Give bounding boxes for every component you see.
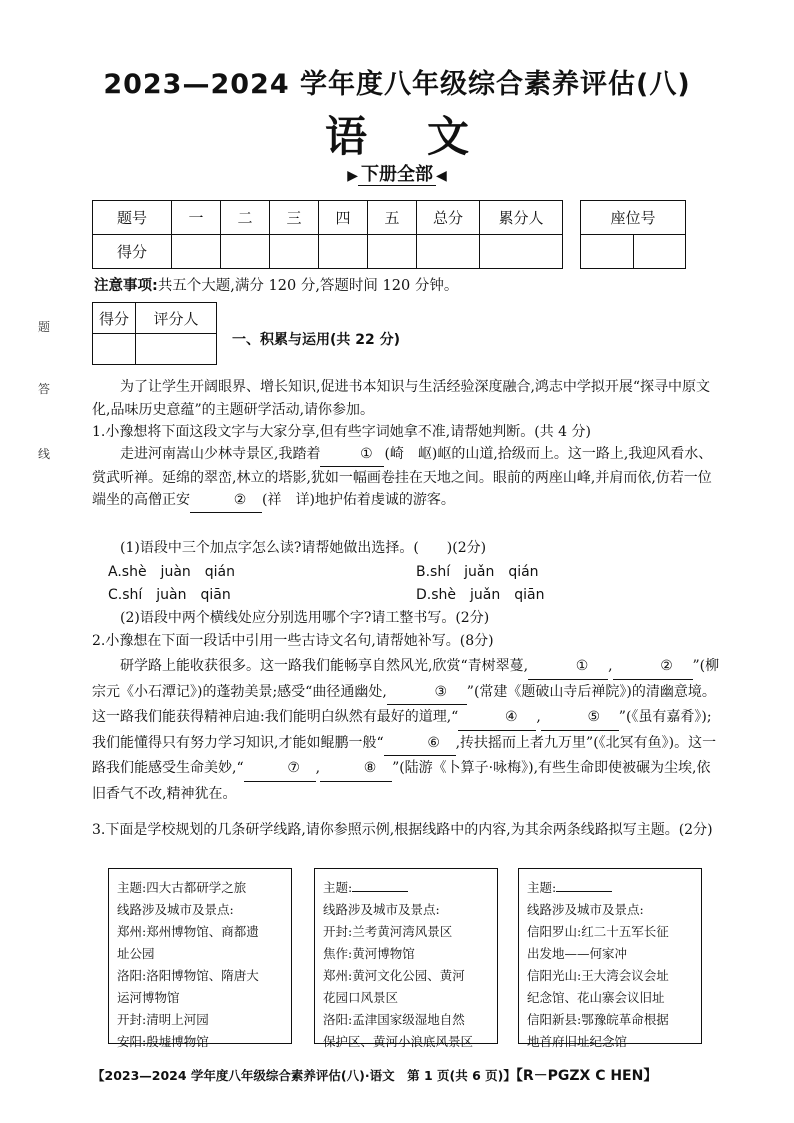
route-theme: 主题:四大古都研学之旅 xyxy=(117,880,247,895)
table-header-cell: 累分人 xyxy=(480,201,563,235)
q1-passage xyxy=(92,443,724,513)
route-line: 信阳罗山:红二十五军长征 xyxy=(527,924,669,939)
table-header-cell: 四 xyxy=(319,201,368,235)
route-line: 郑州:郑州博物馆、商都遗 xyxy=(117,924,259,939)
blank-q2-1[interactable]: ① xyxy=(528,654,608,680)
route-theme: 主题: xyxy=(527,877,693,899)
section-intro: 为了让学生开阔眼界、增长知识,促进书本知识与生活经验深度融合,鸿志中学拟开展“探寻中原文化,品味历史意蕴”的主题研学活动,请你参加。 xyxy=(92,379,711,418)
blank-q2-6[interactable]: ⑥ xyxy=(384,731,456,757)
triangle-left-icon: ◀ xyxy=(436,168,447,184)
score-cell[interactable] xyxy=(368,235,417,269)
table-row xyxy=(93,303,217,334)
exam-title: 2023—2024 学年度八年级综合素养评估(八) xyxy=(103,69,691,100)
score-cell[interactable] xyxy=(319,235,368,269)
route-line: 保护区、黄河小浪底风景区 xyxy=(323,1034,474,1049)
scope-text: 下册全部 xyxy=(358,164,436,186)
route-line: 出发地——何家冲 xyxy=(527,946,628,961)
route-line: 线路涉及城市及景点: xyxy=(323,902,440,917)
footer-code: 【R－PGZX C HEN】 xyxy=(515,1068,658,1084)
score-cell[interactable] xyxy=(417,235,480,269)
passage-text: ”(柳宗元《小石潭记》)的蓬勃美景;感受“曲径通幽处, xyxy=(92,658,720,700)
footer-text: 【2023—2024 学年度八年级综合素养评估(八)·语文 第 1 页(共 6 页)】 xyxy=(92,1068,516,1083)
q1-stem: 1.小豫想将下面这段文字与大家分享,但有些字词她拿不准,请帮她判断。(共 4 分) xyxy=(92,424,591,440)
section-heading: 一、积累与运用(共 22 分) xyxy=(232,332,401,348)
blank-q2-8[interactable]: ⑧ xyxy=(320,756,392,782)
table-header-cell: 一 xyxy=(172,201,221,235)
grader-table xyxy=(92,302,217,365)
passage-text: (祥 详)地护佑着虔诚的游客。 xyxy=(262,492,455,508)
option-c[interactable]: C.shí juàn qiān xyxy=(108,587,231,603)
score-table xyxy=(92,200,563,269)
route-line: 焦作:黄河博物馆 xyxy=(323,946,415,961)
passage-text: 走进河南嵩山少林寺景区,我踏着 xyxy=(120,446,321,462)
notice xyxy=(94,274,458,295)
score-cell[interactable] xyxy=(172,235,221,269)
page-footer xyxy=(92,1065,657,1085)
route-line: 信阳新县:鄂豫皖革命根据 xyxy=(527,1012,669,1027)
side-mark: 答 xyxy=(38,382,51,396)
option-a[interactable]: A.shè juàn qián xyxy=(108,564,236,580)
blank-q2-2[interactable]: ② xyxy=(613,654,693,680)
route-line: 地首府旧址纪念馆 xyxy=(527,1034,628,1049)
route-line: 信阳光山:王大湾会议会址 xyxy=(527,968,669,983)
route-line: 开封:清明上河园 xyxy=(117,1012,209,1027)
route-line: 运河博物馆 xyxy=(117,990,180,1005)
table-header-cell: 二 xyxy=(221,201,270,235)
blank-q2-7[interactable]: ⑦ xyxy=(244,756,316,782)
route-theme: 主题: xyxy=(323,877,489,899)
route-line: 开封:兰考黄河湾风景区 xyxy=(323,924,453,939)
passage-text: 研学路上能收获很多。这一路我们能畅享自然风光,欣赏“青树翠蔓, xyxy=(120,658,529,674)
table-row xyxy=(93,334,217,365)
route-line: 洛阳:洛阳博物馆、隋唐大 xyxy=(117,968,259,983)
theme-blank-3[interactable] xyxy=(556,891,612,892)
notice-label: 注意事项: xyxy=(94,278,158,294)
q2-passage: 研学路上能收获很多。这一路我们能畅享自然风光,欣赏“青树翠蔓, ① , ② ”(柳宗元《小石潭记》)的蓬勃美景;感受“曲径通幽处, ③ ”(常建《题破山寺后禅院》)的清幽意境。这一路我们能获得精神启迪:我们能明白纵然有最好的道理,“ ④ , ⑤ ”(《虽有嘉肴》);我们能懂得只有努力学习知识,才能如鲲鹏一般“ ⑥ ,抟扶摇而上者九万里”(《北冥有鱼》)。这一路我们能感受生命美妙,“ ⑦ , ⑧ ”(陆游《卜算子·咏梅》),有些生命即使被碾为尘埃,依旧香气不改,精神犹在。 xyxy=(92,654,724,806)
score-cell[interactable] xyxy=(480,235,563,269)
route-line: 址公园 xyxy=(117,946,155,961)
blank-q2-3[interactable]: ③ xyxy=(387,680,467,706)
scope-label xyxy=(0,160,794,186)
table-row-label: 得分 xyxy=(93,235,172,269)
route-line: 线路涉及城市及景点: xyxy=(117,902,234,917)
seat-label: 座位号 xyxy=(581,201,686,235)
passage-text: ”(常建《题破山寺后禅院》)的清幽意境。这一路我们能获得精神启迪:我们能明白纵然有最好的道理,“ xyxy=(92,683,716,725)
blank-q2-5[interactable]: ⑤ xyxy=(541,705,619,731)
passage-text: ,抟扶摇而上者九万里”(《北冥有鱼》)。这一路我们能感受生命美妙,“ xyxy=(92,734,717,776)
grader-label: 评分人 xyxy=(136,303,217,334)
blank-2[interactable]: ② xyxy=(190,489,262,513)
table-header-cell: 总分 xyxy=(417,201,480,235)
seat-cell[interactable] xyxy=(633,235,686,269)
route-line: 安阳:殷墟博物馆 xyxy=(117,1034,209,1049)
table-row xyxy=(93,201,563,235)
grader-score-cell[interactable] xyxy=(93,334,136,365)
q3-stem: 3.下面是学校规划的几条研学线路,请你参照示例,根据线路中的内容,为其余两条线路拟写主题。(2分) xyxy=(92,822,713,838)
table-row xyxy=(581,235,686,269)
side-mark: 题 xyxy=(38,320,51,334)
option-d[interactable]: D.shè juǎn qiān xyxy=(416,587,545,603)
table-header-cell: 三 xyxy=(270,201,319,235)
passage-text: ”(《虽有嘉肴》);我们能懂得只有努力学习知识,才能如鲲鹏一般“ xyxy=(92,709,712,751)
subject-title: 语文 xyxy=(324,112,529,161)
route-box-1 xyxy=(108,868,292,1049)
table-row xyxy=(93,235,563,269)
score-cell[interactable] xyxy=(270,235,319,269)
q1-sub1: (1)语段中三个加点字怎么读?请帮她做出选择。( )(2分) xyxy=(120,540,487,556)
grader-score-label: 得分 xyxy=(93,303,136,334)
table-header-cell: 五 xyxy=(368,201,417,235)
side-mark: 线 xyxy=(38,447,51,461)
route-line: 花园口风景区 xyxy=(323,990,399,1005)
blank-1[interactable]: ① xyxy=(320,443,384,467)
seat-cell[interactable] xyxy=(581,235,634,269)
passage-text: ”(陆游《卜算子·咏梅》),有些生命即使被碾为尘埃,依旧香气不改,精神犹在。 xyxy=(92,760,711,802)
theme-blank-2[interactable] xyxy=(352,891,408,892)
seat-table xyxy=(580,200,686,269)
route-line: 线路涉及城市及景点: xyxy=(527,902,644,917)
blank-q2-4[interactable]: ④ xyxy=(458,705,536,731)
route-box-2 xyxy=(314,868,498,1049)
route-line: 纪念馆、花山寨会议旧址 xyxy=(527,990,665,1005)
route-line: 洛阳:孟津国家级湿地自然 xyxy=(323,1012,465,1027)
q2-stem: 2.小豫想在下面一段话中引用一些古诗文名句,请帮她补写。(8分) xyxy=(92,633,494,649)
route-line: 郑州:黄河文化公园、黄河 xyxy=(323,968,465,983)
notice-text: 共五个大题,满分 120 分,答题时间 120 分钟。 xyxy=(157,278,459,294)
option-b[interactable]: B.shí juǎn qián xyxy=(416,564,539,580)
table-row xyxy=(581,201,686,235)
triangle-right-icon: ▶ xyxy=(347,168,358,184)
score-cell[interactable] xyxy=(221,235,270,269)
grader-cell[interactable] xyxy=(136,334,217,365)
route-box-3 xyxy=(518,868,702,1049)
q1-sub2: (2)语段中两个横线处应分别选用哪个字?请工整书写。(2分) xyxy=(120,610,490,626)
passage-text: (崎 岖)岖的山道,拾级而上。这一路上,我迎风看水、赏武听禅。延绵的翠峦,林立的塔影,犹如一幅画卷挂在天地之间。眼前的两座山峰,并肩而依,仿若一位端坐的高僧正安 xyxy=(92,446,713,508)
table-header-cell: 题号 xyxy=(93,201,172,235)
